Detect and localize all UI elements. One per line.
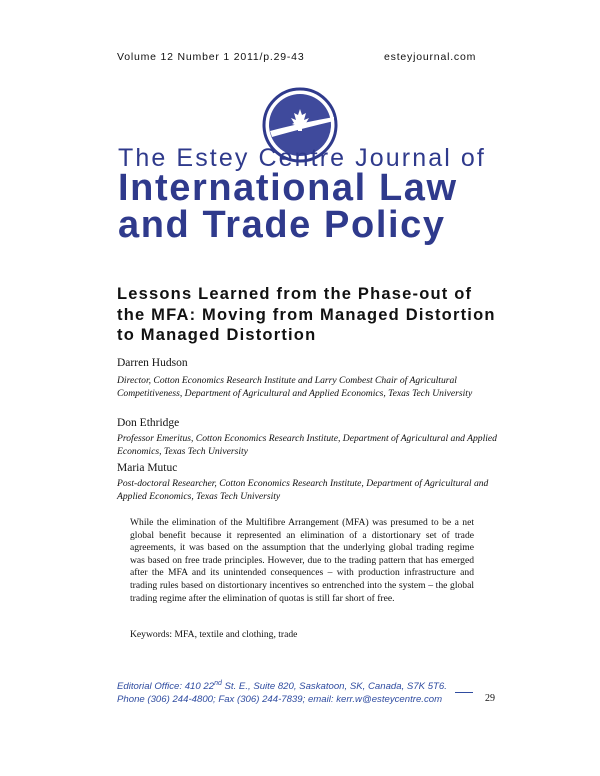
keywords: Keywords: MFA, textile and clothing, trade [130, 629, 298, 640]
author-name: Maria Mutuc [117, 462, 178, 474]
editorial-office [117, 680, 447, 692]
author-name: Don Ethridge [117, 417, 180, 429]
contact-line: Phone (306) 244-4800; Fax (306) 244-7839; email: kerr.w@esteycentre.com [117, 694, 443, 705]
journal-title-line2: International Law [118, 167, 458, 209]
author-affiliation: Post-doctoral Researcher, Cotton Economics Research Institute, Department of Agricultural and Applied Economics, Texas Tech University [117, 478, 489, 502]
office-prefix: Editorial Office: 410 22 [117, 681, 215, 693]
office-superscript: nd [214, 680, 222, 687]
volume-line: Volume 12 Number 1 2011/p.29-43 [117, 51, 305, 63]
article-title: Lessons Learned from the Phase-out of the MFA: Moving from Managed Distortion to Managed Distortion [117, 285, 496, 344]
journal-title-line1: The Estey Centre Journal of [118, 144, 486, 172]
page-number: 29 [485, 693, 495, 704]
journal-title-line3: and Trade Policy [118, 204, 446, 246]
office-suffix: St. E., Suite 820, Saskatoon, SK, Canada, S7K 5T6. [221, 681, 447, 693]
website-link[interactable]: esteyjournal.com [384, 51, 477, 63]
author-name: Darren Hudson [117, 357, 188, 369]
author-affiliation: Director, Cotton Economics Research Institute and Larry Combest Chair of Agricultural Competitiveness, Department of Agricultural and Applied Economics, Texas Tech University [117, 375, 473, 399]
abstract: While the elimination of the Multifibre Arrangement (MFA) was presumed to be a net global benefit because it represented an elimination of a distortionary set of trade agreements, it was based on the assumption that the underlying global trading regime was based on free trade principles. However, due to the trading pattern that has emerged after the MFA and its unintended consequences – with production infrastructure and trading rules based on distortionary incentives so entrenched into the system – the global trading regime after the elimination of quotas is still far short of free. [130, 517, 474, 604]
author-affiliation: Professor Emeritus, Cotton Economics Research Institute, Department of Agricultural and Applied Economics, Texas Tech University [117, 433, 497, 457]
footer-rule [455, 692, 473, 693]
